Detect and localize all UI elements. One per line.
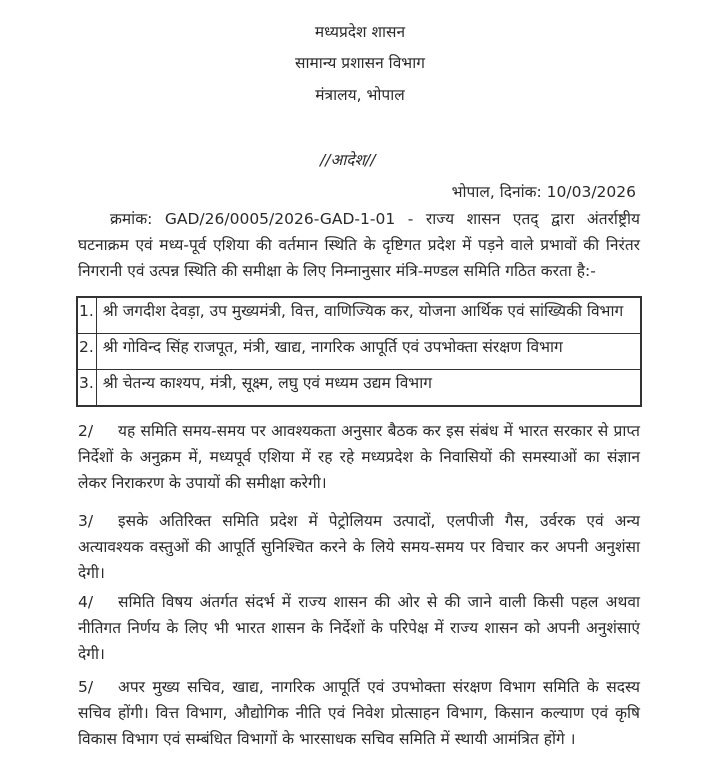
government-name: मध्यप्रदेश शासन — [314, 23, 406, 41]
paragraph-text: अपर मुख्य सचिव, खाद्य, नागरिक आपूर्ति एवं उपभोक्ता संरक्षण विभाग समिति के सदस्य सचिव होंगी। वित्त विभाग, औद्योगिक नीति एवं निवेश प्रोत्साहन विभाग, किसान कल्याण एवं कृषि विकास विभाग एवं सम्बंधित विभागों के भारसाधक सचिव समिति में स्थायी आमंत्रित होंगे । — [78, 678, 640, 748]
paragraph-number: 2/ — [78, 422, 94, 440]
member-number: 1. — [77, 297, 96, 334]
paragraph-3 — [78, 508, 640, 586]
paragraph-2 — [78, 418, 640, 496]
table-row — [77, 334, 641, 370]
paragraph-4 — [78, 589, 640, 667]
table-row — [77, 297, 641, 334]
paragraph-number: 5/ — [78, 678, 94, 696]
member-details: श्री जगदीश देवड़ा, उप मुख्यमंत्री, वित्त, वाणिज्यिक कर, योजना आर्थिक एवं सांख्यिकी विभाग — [96, 297, 641, 334]
order-title: //आदेश// — [320, 151, 376, 169]
paragraph-text: यह समिति समय-समय पर आवश्यकता अनुसार बैठक कर इस संबंध में भारत सरकार से प्राप्त निर्देशों के अनुक्रम में, मध्यपूर्व एशिया में रह रहे मध्यप्रदेश के निवासियों की समस्याओं का संज्ञान लेकर निराकरण के उपायों की समीक्षा करेगी। — [78, 422, 640, 492]
paragraph-text: इसके अतिरिक्त समिति प्रदेश में पेट्रोलियम उत्पादों, एलपीजी गैस, उर्वरक एवं अन्य अत्यावश्यक वस्तुओं की आपूर्ति सुनिश्चित करने के लिये समय-समय पर विचार कर अपनी अनुशंसा देगी। — [78, 512, 640, 582]
place-date: भोपाल, दिनांक: 10/03/2026 — [451, 183, 636, 201]
department-name: सामान्य प्रशासन विभाग — [295, 54, 425, 72]
intro-paragraph — [78, 206, 640, 284]
committee-members-table — [76, 296, 642, 407]
paragraph-5 — [78, 674, 640, 752]
paragraph-number: 3/ — [78, 512, 94, 530]
office-location: मंत्रालय, भोपाल — [315, 86, 405, 104]
table-row — [77, 370, 641, 407]
intro-text: क्रमांक: GAD/26/0005/2026-GAD-1-01 - राज्य शासन एतद् द्वारा अंतर्राष्ट्रीय घटनाक्रम एवं मध्य-पूर्व एशिया की वर्तमान स्थिति के दृष्टिगत प्रदेश में पड़ने वाले प्रभावों की निरंतर निगरानी एवं उत्पन्न स्थिति की समीक्षा के लिए निम्नानुसार मंत्रि-मण्डल समिति गठित करता है:- — [78, 210, 640, 280]
member-number: 2. — [77, 334, 96, 370]
member-number: 3. — [77, 370, 96, 407]
paragraph-number: 4/ — [78, 593, 94, 611]
member-details: श्री गोविन्द सिंह राजपूत, मंत्री, खाद्य, नागरिक आपूर्ति एवं उपभोक्ता संरक्षण विभाग — [96, 334, 641, 370]
paragraph-text: समिति विषय अंतर्गत संदर्भ में राज्य शासन की ओर से की जाने वाली किसी पहल अथवा नीतिगत निर्णय के लिए भी भारत शासन के निर्देशों के परिपेक्ष में राज्य शासन को अपनी अनुशंसाएं देगी। — [78, 593, 640, 663]
member-details: श्री चेतन्य काश्यप, मंत्री, सूक्ष्म, लघु एवं मध्यम उद्यम विभाग — [96, 370, 641, 407]
